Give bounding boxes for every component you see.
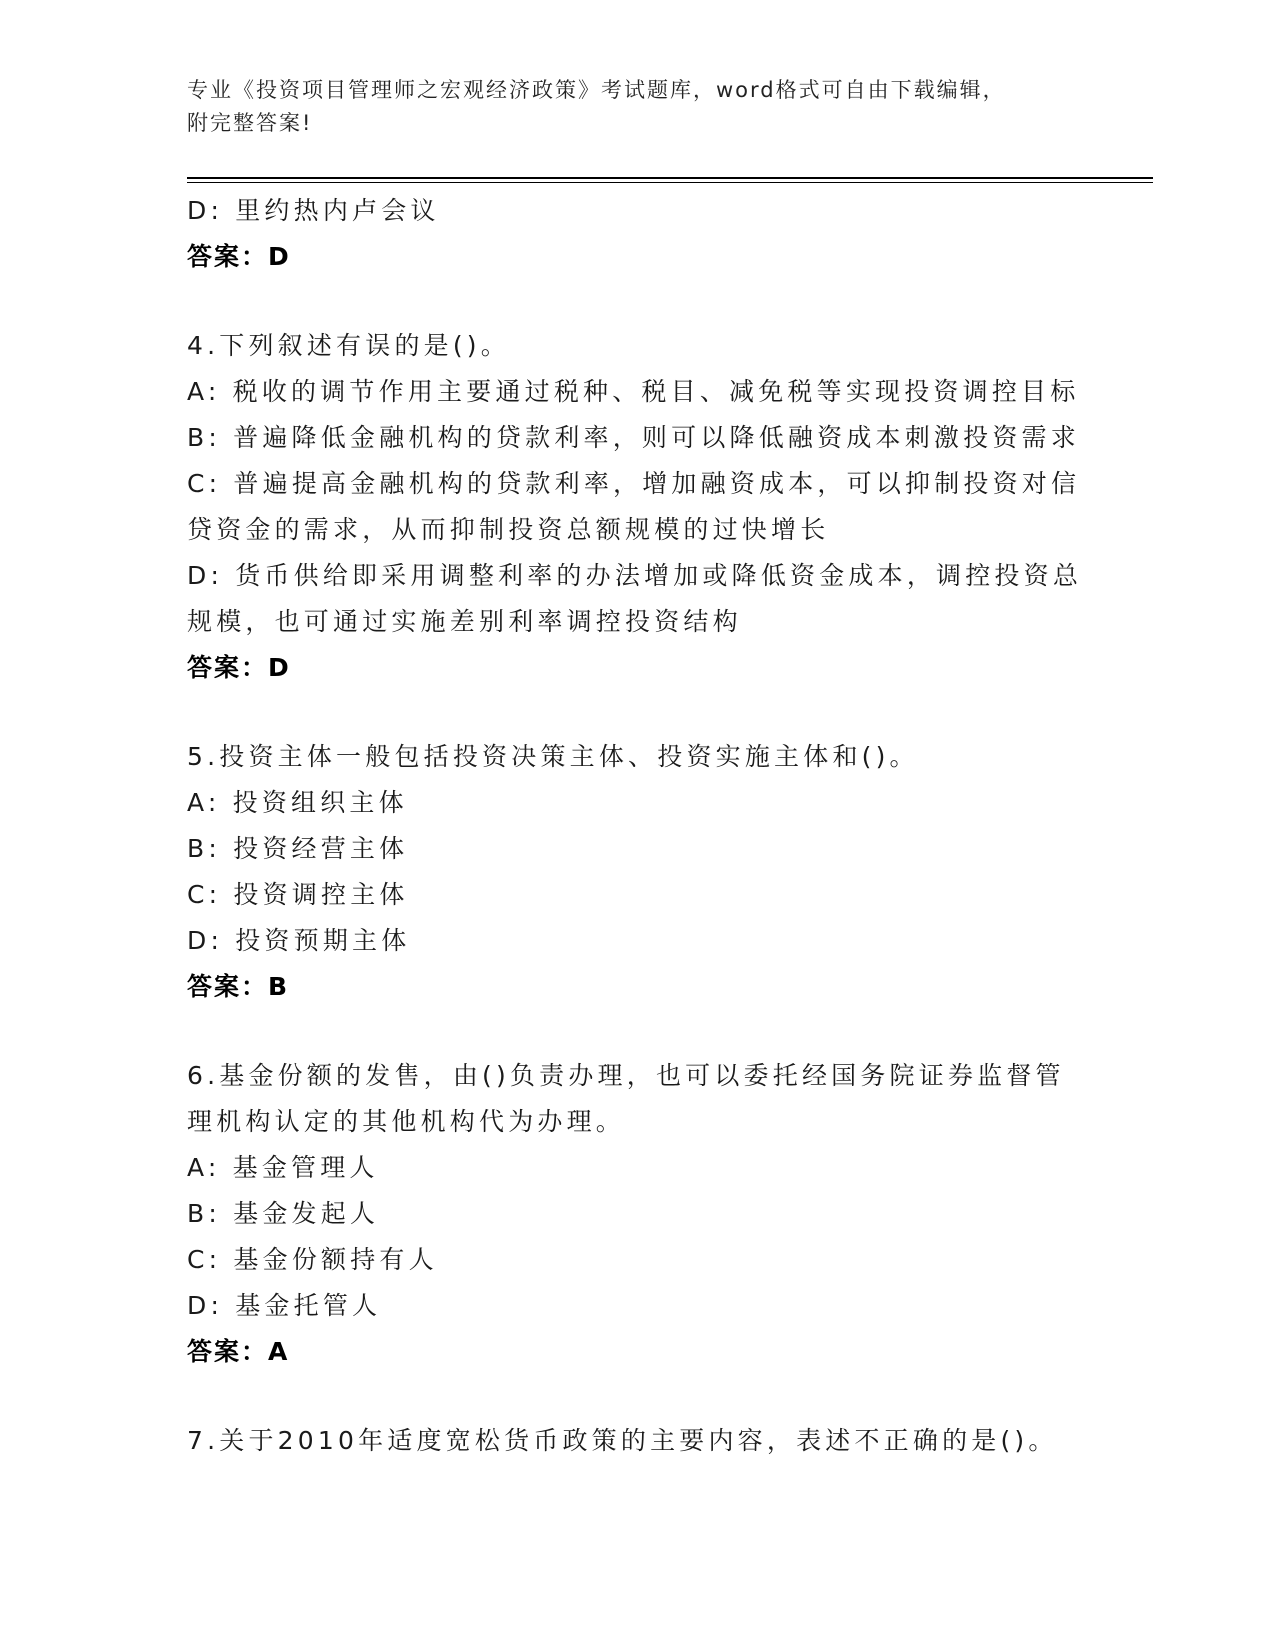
q3-option-d: D: 里约热内卢会议 — [187, 196, 440, 225]
q4-option-d-line2: 规模，也可通过实施差别利率调控投资结构 — [187, 607, 742, 636]
q5-answer: 答案：B — [187, 972, 290, 1001]
header-rule-thick — [187, 177, 1153, 179]
q5-option-b: B: 投资经营主体 — [187, 834, 409, 863]
q6-option-b: B: 基金发起人 — [187, 1199, 380, 1228]
spacer — [187, 1010, 1077, 1053]
spacer — [187, 280, 1077, 323]
q6-option-a: A: 基金管理人 — [187, 1153, 379, 1182]
document-header — [187, 74, 1067, 140]
q7-question: 7.关于2010年适度宽松货币政策的主要内容，表述不正确的是()。 — [187, 1426, 1058, 1455]
q4-option-c-line1: C: 普遍提高金融机构的贷款利率，增加融资成本，可以抑制投资对信 — [187, 469, 1081, 498]
header-line-1: 专业《投资项目管理师之宏观经济政策》考试题库，word格式可自由下载编辑， — [187, 78, 1006, 102]
q4-option-a: A: 税收的调节作用主要通过税种、税目、减免税等实现投资调控目标 — [187, 377, 1080, 406]
q3-answer: 答案：D — [187, 242, 291, 271]
q5-option-d: D: 投资预期主体 — [187, 926, 411, 955]
q4-option-c-line2: 贷资金的需求，从而抑制投资总额规模的过快增长 — [187, 515, 830, 544]
q6-question-line1: 6.基金份额的发售，由()负责办理，也可以委托经国务院证券监督管 — [187, 1061, 1065, 1090]
q4-option-b: B: 普遍降低金融机构的贷款利率，则可以降低融资成本刺激投资需求 — [187, 423, 1080, 452]
q5-option-c: C: 投资调控主体 — [187, 880, 409, 909]
q6-answer: 答案：A — [187, 1337, 290, 1366]
spacer — [187, 691, 1077, 734]
q4-answer: 答案：D — [187, 653, 291, 682]
q6-question-line2: 理机构认定的其他机构代为办理。 — [187, 1107, 626, 1136]
header-rule-thin — [187, 182, 1153, 183]
spacer — [187, 1375, 1077, 1418]
question-content — [187, 188, 1083, 1464]
q4-option-d-line1: D: 货币供给即采用调整利率的办法增加或降低资金成本，调控投资总 — [187, 561, 1083, 590]
q6-option-c: C: 基金份额持有人 — [187, 1245, 438, 1274]
q4-question: 4.下列叙述有误的是()。 — [187, 331, 510, 360]
header-line-2: 附完整答案! — [187, 111, 313, 135]
q6-option-d: D: 基金托管人 — [187, 1291, 382, 1320]
q5-question: 5.投资主体一般包括投资决策主体、投资实施主体和()。 — [187, 742, 919, 771]
q5-option-a: A: 投资组织主体 — [187, 788, 408, 817]
